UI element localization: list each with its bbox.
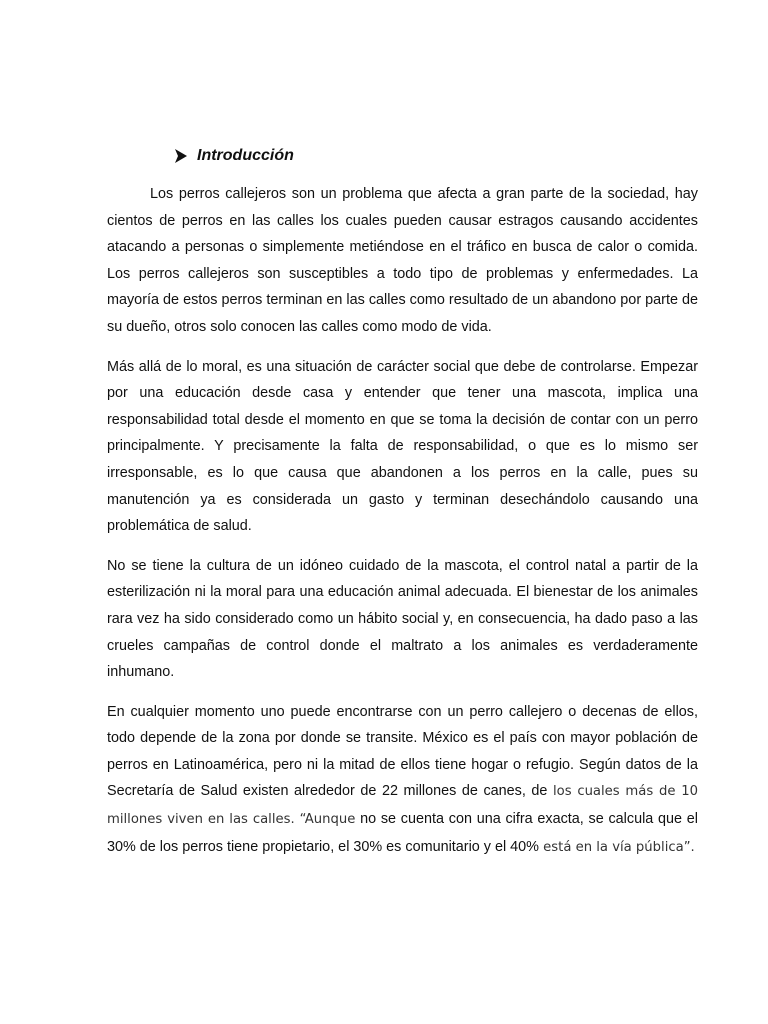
paragraph-4-part-1: En cualquier momento uno puede encontrarse con un perro callejero o decenas de ellos, todo depende de la zona por donde se transite. México es el país con mayor población de perros en Latinoamérica, pero ni la mitad de ellos tiene hogar o refugio. Según datos de la Secretaría de Salud existen alrededor de 22 millones de canes, de (107, 703, 698, 800)
body-text (107, 181, 698, 874)
paragraph-4-part-4: 40% (510, 838, 539, 855)
paragraph-4-part-3: no se cuenta con una cifra exacta, se calcula que el 30% de los perros tiene propietario, el 30% es comunitario y el (107, 811, 698, 855)
paragraph-4-part-2: los cuales más de 10 millones viven en las calles. “Aunque (107, 784, 698, 828)
paragraph-3: No se tiene la cultura de un idóneo cuidado de la mascota, el control natal a partir de la esterilización ni la moral para una educación animal adecuada. El bienestar de los animales rara vez ha sido considerado como un hábito social y, en consecuencia, ha dado paso a las crueles campañas de control donde el maltrato a los animales es verdaderamente inhumano. (107, 557, 698, 681)
section-heading (175, 147, 294, 165)
paragraph-2: Más allá de lo moral, es una situación de carácter social que debe de controlarse. Empezar por una educación desde casa y entender que tener una mascota, implica una responsabilidad total desde el momento en que se toma la decisión de contar con un perro principalmente. Y precisamente la falta de responsabilidad, o que es lo mismo ser irresponsable, es lo que causa que abandonen a los perros en la calle, pues su manutención ya es considerada un gasto y terminan desechándolo causando una problemática de salud. (107, 358, 698, 535)
arrow-bullet-icon (175, 149, 187, 163)
heading-text: Introducción (197, 147, 294, 164)
paragraph-4 (107, 699, 698, 862)
paragraph-4-part-5: está en la vía pública”. (538, 839, 695, 855)
paragraph-1: Los perros callejeros son un problema que afecta a gran parte de la sociedad, hay cientos de perros en las calles los cuales pueden causar estragos causando accidentes atacando a personas o simplemente metiéndose en el tráfico en busca de calor o comida. Los perros callejeros son susceptibles a todo tipo de problemas y enfermedades. La mayoría de estos perros terminan en las calles como resultado de un abandono por parte de su dueño, otros solo conocen las calles como modo de vida. (107, 186, 698, 335)
